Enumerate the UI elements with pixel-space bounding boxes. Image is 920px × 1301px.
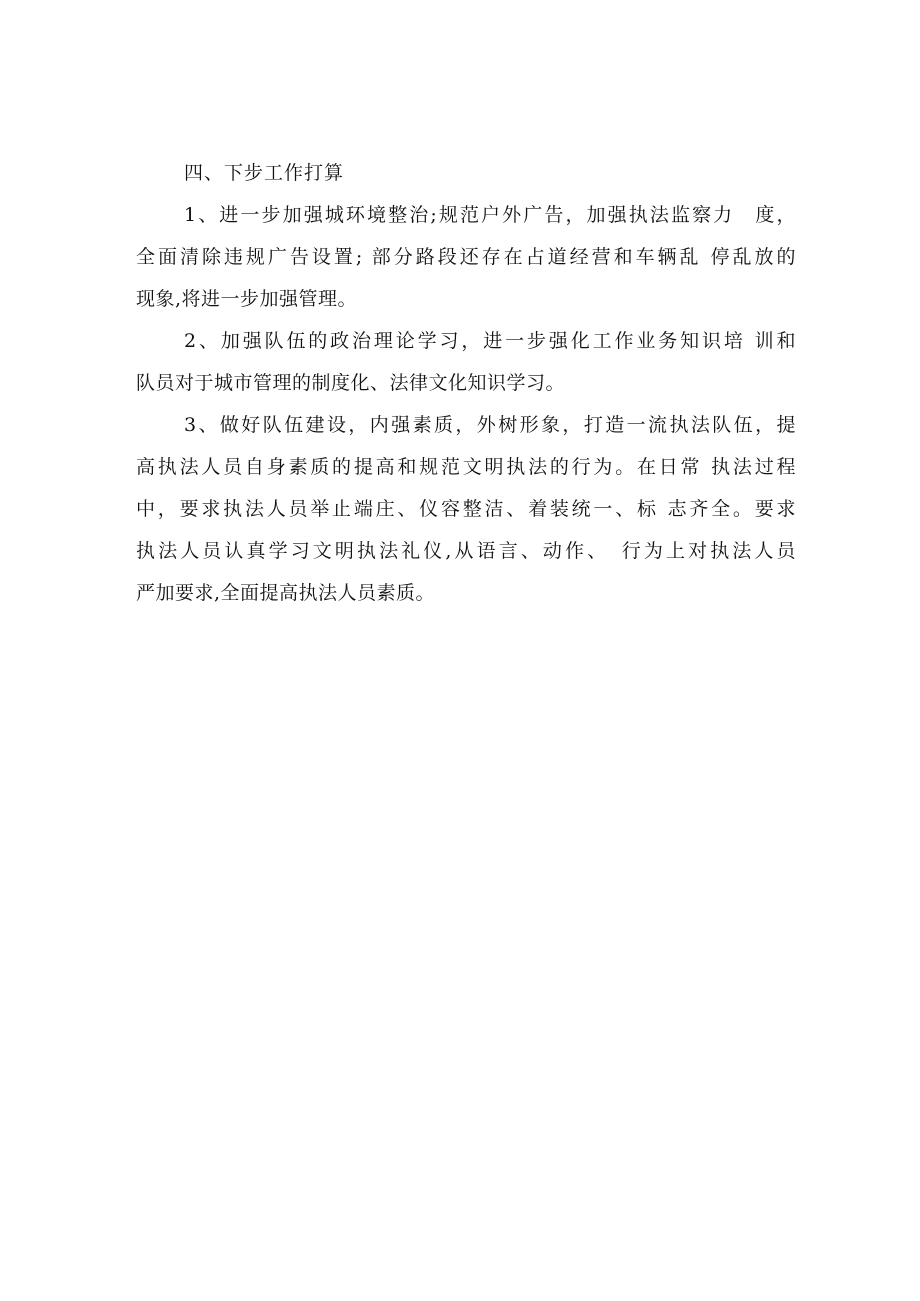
paragraph-line: 2、加强队伍的政治理论学习，进一步强化工作业务知识培 训和 <box>184 330 796 352</box>
paragraph-1 <box>136 194 796 320</box>
paragraph-2 <box>136 320 796 404</box>
paragraph-line: 3、做好队伍建设，内强素质，外树形象，打造一流执法队伍，提 <box>184 414 796 436</box>
paragraph-line: 严加要求,全面提高执法人员素质。 <box>136 582 436 604</box>
paragraph-line: 中，要求执法人员举止端庄、仪容整洁、着装统一、标 志齐全。要求 <box>136 498 796 520</box>
section-heading: 四、下步工作打算 <box>184 162 345 184</box>
paragraph-line: 高执法人员自身素质的提高和规范文明执法的行为。在日常 执法过程 <box>136 456 796 478</box>
paragraph-line: 1、进一步加强城环境整治;规范户外广告，加强执法监察力 度， <box>184 204 796 226</box>
paragraph-line: 队员对于城市管理的制度化、法律文化知识学习。 <box>136 372 566 394</box>
document-body <box>136 152 796 614</box>
paragraph-3 <box>136 404 796 614</box>
paragraph-line: 全面清除违规广告设置; 部分路段还存在占道经营和车辆乱 停乱放的 <box>136 246 796 268</box>
paragraph-line: 执法人员认真学习文明执法礼仪,从语言、动作、 行为上对执法人员 <box>136 540 796 562</box>
paragraph-line: 现象,将进一步加强管理。 <box>136 288 358 310</box>
